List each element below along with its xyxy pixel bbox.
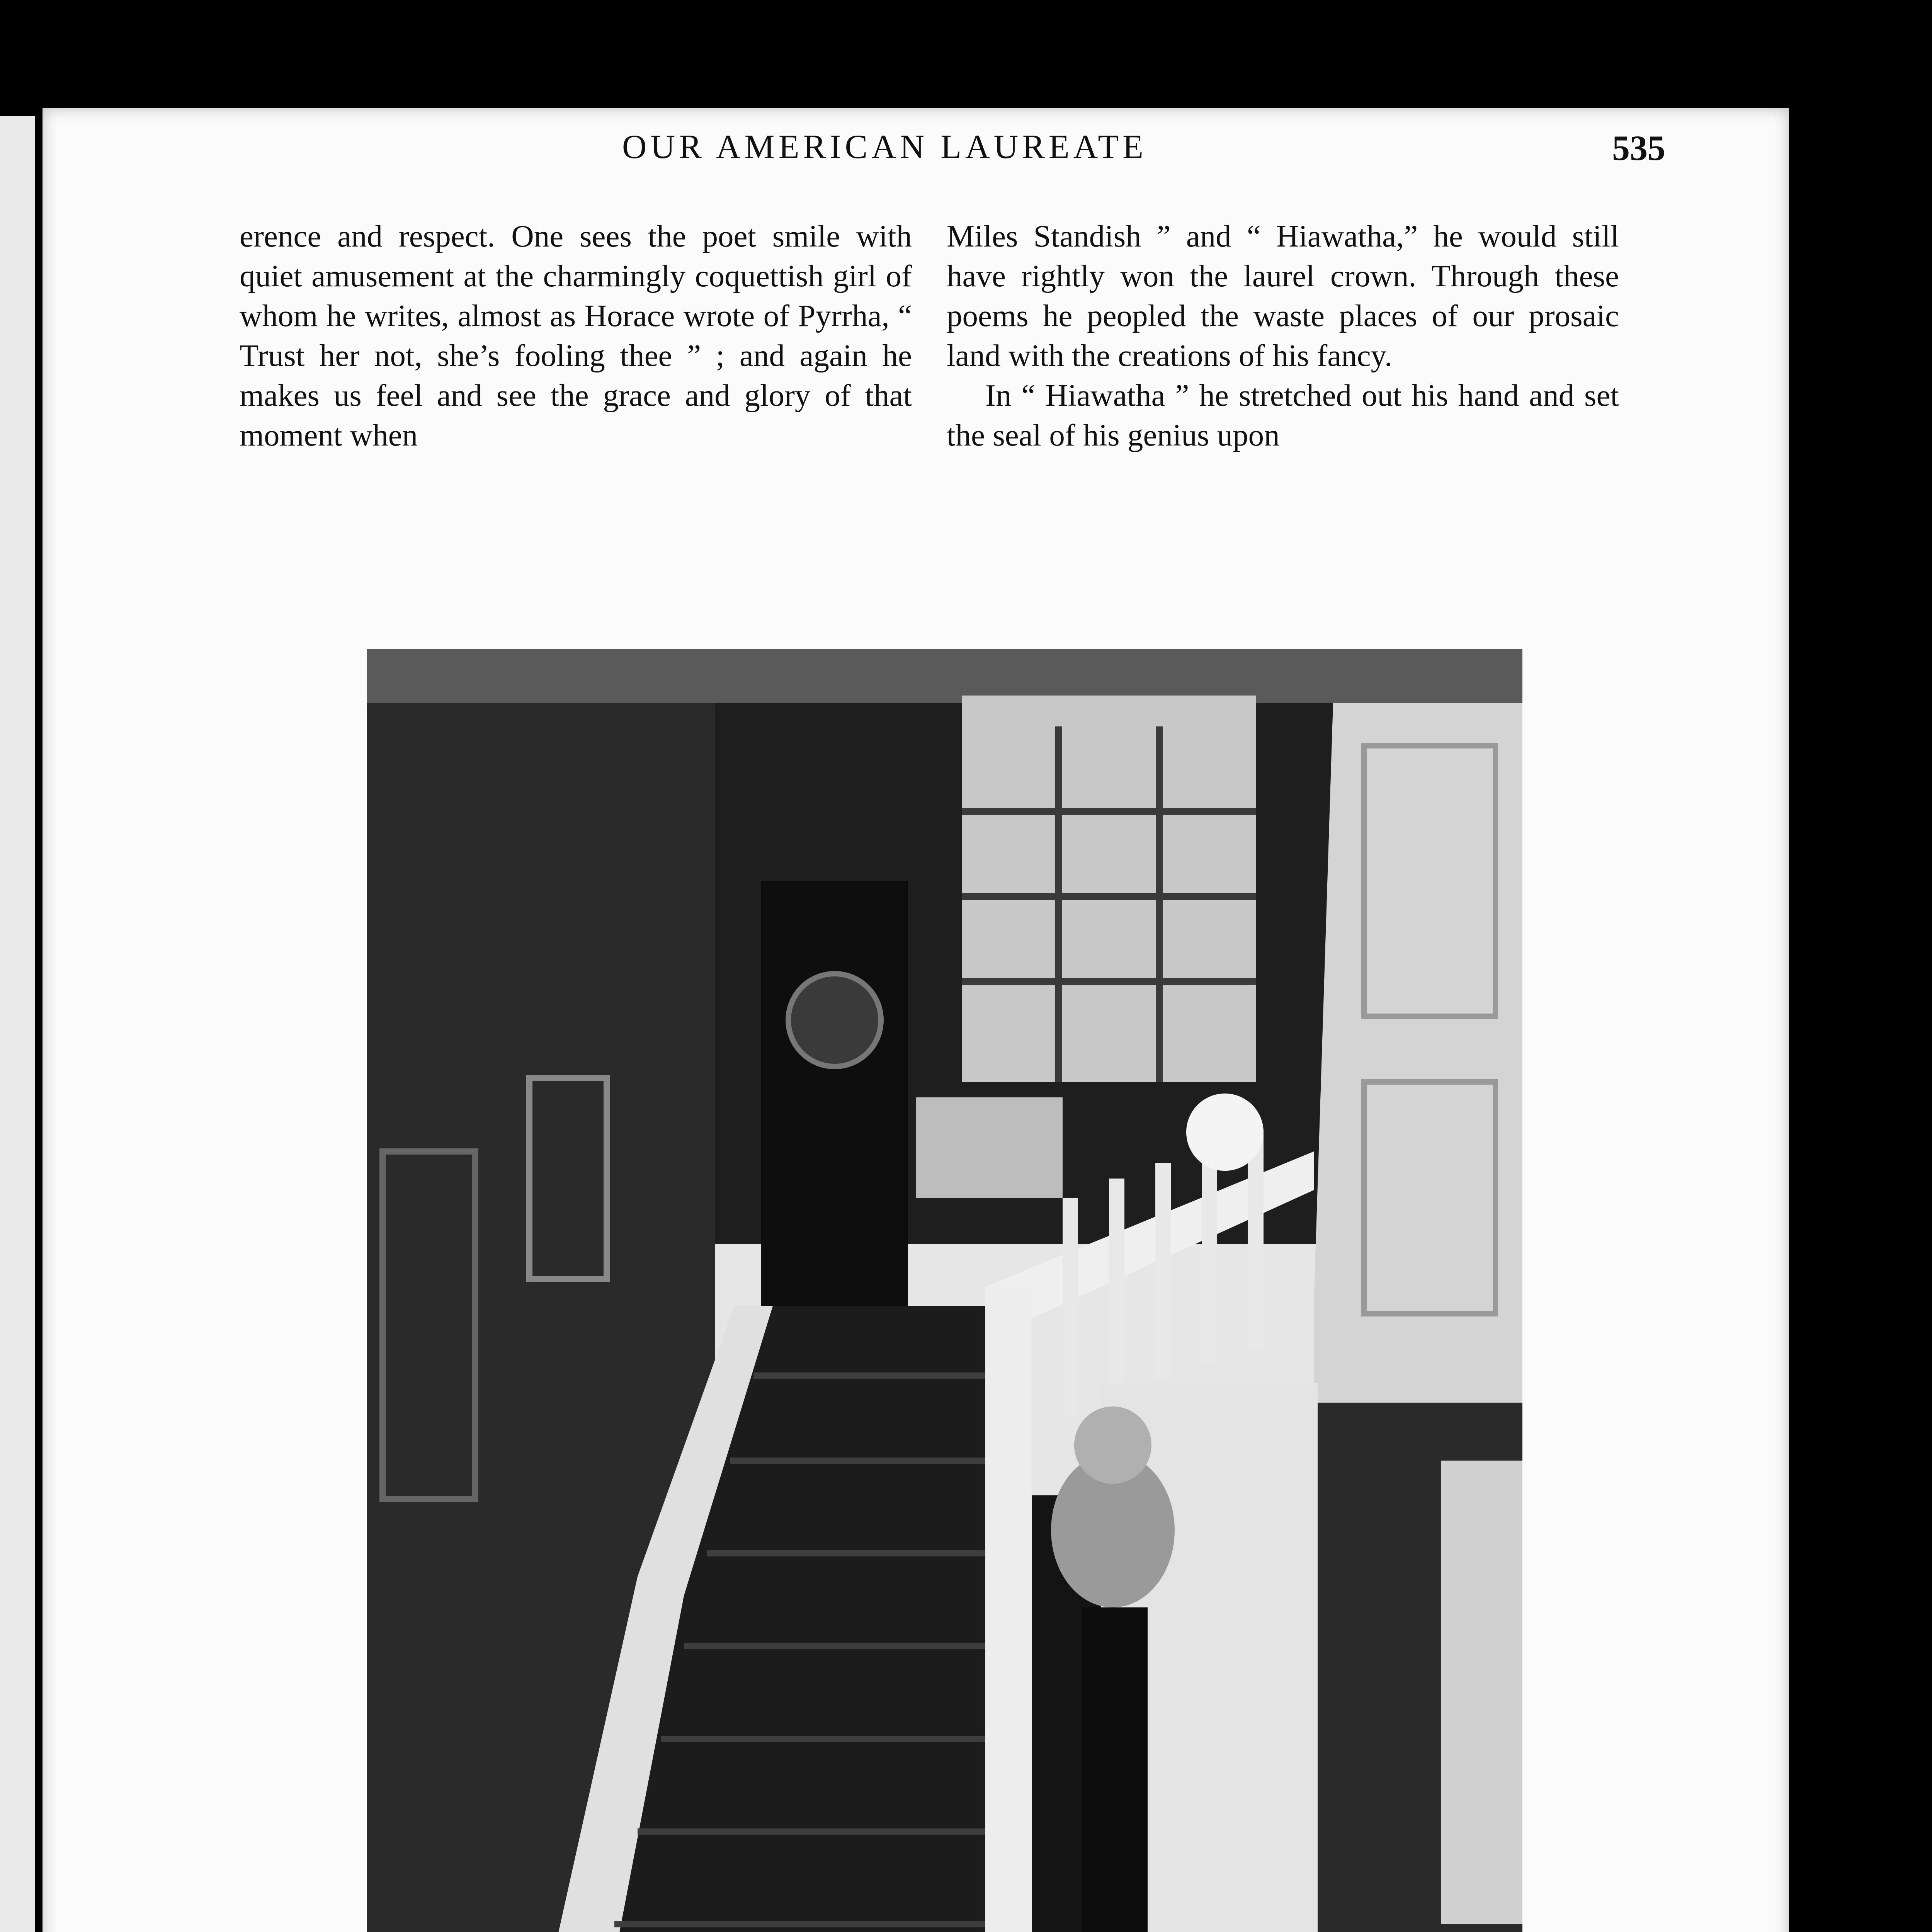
staircase-photograph bbox=[367, 649, 1522, 1932]
column-top-left bbox=[240, 216, 912, 455]
running-head: OUR AMERICAN LAUREATE bbox=[622, 128, 1147, 166]
paragraph: Miles Standish ” and “ Hiawatha,” he would still have rightly won the laurel crown. Through these poems he peopled the waste places of our prosaic land with the creations of his fancy. bbox=[947, 219, 1619, 373]
page-number: 535 bbox=[1612, 128, 1665, 168]
staircase-photo-illustration bbox=[367, 649, 1522, 1932]
page-header bbox=[622, 128, 1665, 174]
paragraph: erence and respect. One sees the poet smile with quiet amusement at the charmingly coquettish girl of whom he writes, almost as Horace wrote of Pyrrha, “ Trust her not, she’s fooling thee ” ; and again he makes us feel and see the grace and glory of that moment when bbox=[240, 219, 912, 452]
column-top-right bbox=[947, 216, 1619, 455]
adjacent-page-edge bbox=[0, 116, 35, 1932]
paragraph: In “ Hiawatha ” he stretched out his hand and set the seal of his genius upon bbox=[947, 378, 1619, 452]
